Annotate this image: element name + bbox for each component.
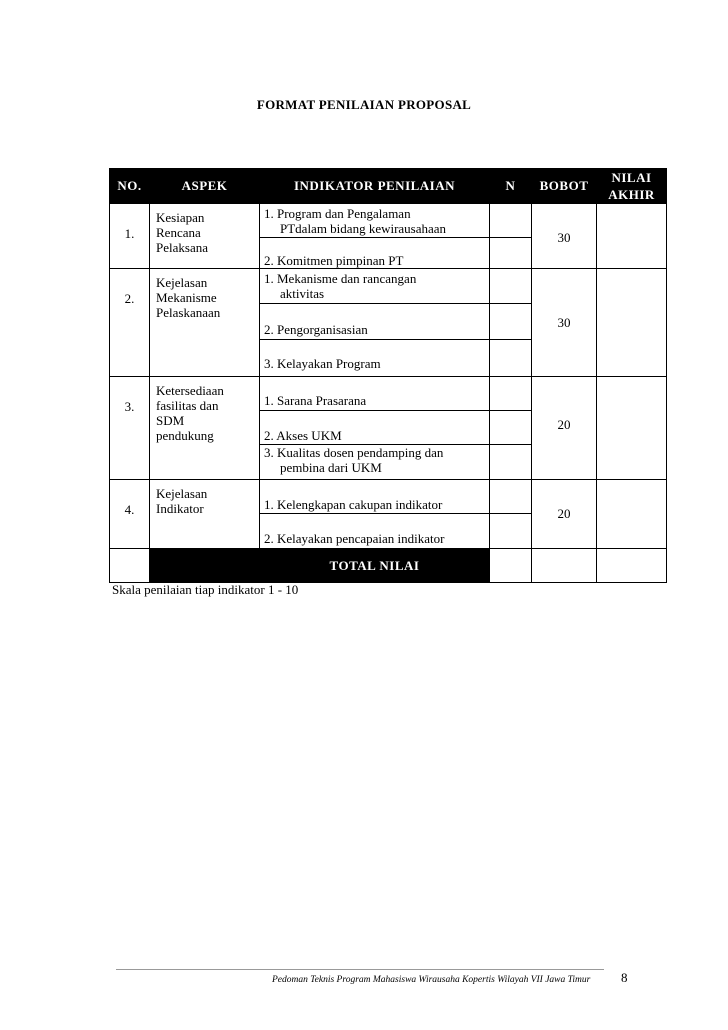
aspek-line: Rencana [156, 225, 201, 240]
table-row [110, 204, 667, 269]
nilai-akhir-cell[interactable] [597, 480, 667, 549]
indikator-item [260, 204, 489, 238]
indikator-cell [260, 204, 490, 269]
indikator-item [260, 340, 489, 376]
n-input[interactable] [490, 269, 531, 304]
bobot-value: 20 [532, 480, 597, 549]
indikator-text: 3. Kualitas dosen pendamping dan [264, 445, 444, 460]
aspek-line: SDM [156, 413, 185, 428]
indikator-text: 2. Pengorganisasian [264, 322, 368, 337]
indikator-text: 2. Kelayakan pencapaian indikator [264, 531, 445, 546]
n-cell[interactable] [490, 204, 532, 269]
aspek-line: Ketersediaan [156, 383, 224, 398]
aspek-line: pendukung [156, 428, 214, 443]
indikator-cell [260, 480, 490, 549]
header-no: NO. [110, 169, 150, 204]
total-bobot-cell[interactable] [532, 549, 597, 583]
row-number: 4. [110, 480, 150, 549]
header-n: N [490, 169, 532, 204]
indikator-item [260, 480, 489, 514]
n-input[interactable] [490, 514, 531, 548]
aspek-cell [150, 204, 260, 269]
indikator-item [260, 411, 489, 445]
bobot-value: 30 [532, 204, 597, 269]
aspek-line: Indikator [156, 501, 204, 516]
table-row [110, 269, 667, 377]
n-input[interactable] [490, 304, 531, 340]
nilai-akhir-cell[interactable] [597, 204, 667, 269]
aspek-line: Pelaskanaan [156, 305, 221, 320]
indikator-text: 1. Kelengkapan cakupan indikator [264, 497, 443, 512]
indikator-text: 3. Kelayakan Program [264, 356, 381, 371]
n-input[interactable] [490, 238, 531, 268]
indikator-item [260, 304, 489, 340]
n-input[interactable] [490, 480, 531, 514]
indikator-text: 2. Akses UKM [264, 428, 342, 443]
aspek-line: Kejelasan [156, 486, 208, 501]
indikator-text: 2. Komitmen pimpinan PT [264, 253, 404, 268]
indikator-text: 1. Sarana Prasarana [264, 393, 367, 408]
aspek-line: Pelaksana [156, 240, 208, 255]
n-input[interactable] [490, 445, 531, 479]
indikator-item [260, 269, 489, 304]
table-row [110, 377, 667, 480]
header-nilai-line2: AKHIR [608, 187, 655, 202]
indikator-item [260, 445, 489, 479]
header-nilai-line1: NILAI [611, 170, 652, 185]
aspek-cell [150, 480, 260, 549]
row-number: 3. [110, 377, 150, 480]
indikator-item [260, 514, 489, 548]
indikator-item [260, 238, 489, 268]
indikator-text: aktivitas [280, 286, 325, 301]
bobot-value: 30 [532, 269, 597, 377]
n-cell[interactable] [490, 269, 532, 377]
nilai-akhir-cell[interactable] [597, 377, 667, 480]
aspek-cell [150, 269, 260, 377]
indikator-cell [260, 377, 490, 480]
indikator-text: 1. Mekanisme dan rancangan [264, 271, 417, 286]
total-row [110, 549, 667, 583]
table-header-row [110, 169, 667, 204]
footer-text: Pedoman Teknis Program Mahasiswa Wirausaha Kopertis Wilayah VII Jawa Timur [272, 975, 591, 985]
assessment-table [109, 168, 667, 583]
page-number: 8 [621, 970, 628, 985]
indikator-text: PTdalam bidang kewirausahaan [280, 221, 447, 236]
header-indikator: INDIKATOR PENILAIAN [260, 169, 490, 204]
total-n-cell[interactable] [490, 549, 532, 583]
header-nilai-akhir [597, 169, 667, 204]
n-input[interactable] [490, 411, 531, 445]
aspek-line: fasilitas dan [156, 398, 219, 413]
indikator-item [260, 377, 489, 411]
total-black-cell [150, 549, 260, 583]
n-cell[interactable] [490, 377, 532, 480]
total-nilai-cell[interactable] [597, 549, 667, 583]
aspek-line: Mekanisme [156, 290, 217, 305]
scale-note: Skala penilaian tiap indikator 1 - 10 [112, 582, 299, 597]
table-row [110, 480, 667, 549]
row-number: 1. [110, 204, 150, 269]
n-input[interactable] [490, 204, 531, 238]
indikator-text: pembina dari UKM [280, 460, 382, 475]
header-aspek: ASPEK [150, 169, 260, 204]
aspek-cell [150, 377, 260, 480]
aspek-line: Kesiapan [156, 210, 205, 225]
total-label: TOTAL NILAI [260, 549, 490, 583]
bobot-value: 20 [532, 377, 597, 480]
n-input[interactable] [490, 340, 531, 376]
n-input[interactable] [490, 377, 531, 411]
aspek-line: Kejelasan [156, 275, 208, 290]
n-cell[interactable] [490, 480, 532, 549]
row-number: 2. [110, 269, 150, 377]
indikator-text: 1. Program dan Pengalaman [264, 206, 411, 221]
page-title: FORMAT PENILAIAN PROPOSAL [256, 97, 472, 112]
total-empty-no [110, 549, 150, 583]
nilai-akhir-cell[interactable] [597, 269, 667, 377]
header-bobot: BOBOT [532, 169, 597, 204]
indikator-cell [260, 269, 490, 377]
footer-divider [116, 969, 604, 970]
